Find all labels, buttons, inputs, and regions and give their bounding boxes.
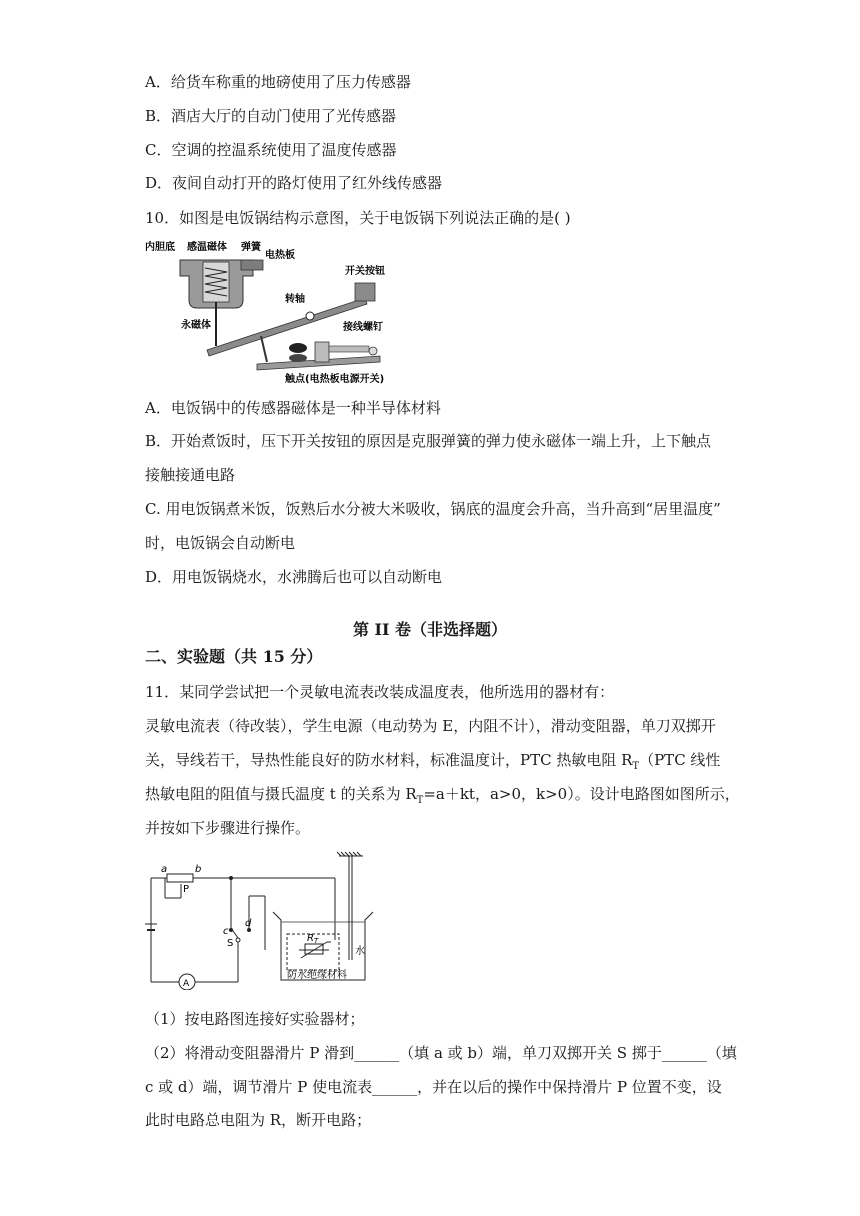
q9-option-b: B．酒店大厅的自动门使用了光传感器 xyxy=(145,107,397,125)
q11-step-1: （1）按电路图连接好实验器材； xyxy=(145,1010,365,1028)
label-terminal-screw: 接线螺钉 xyxy=(343,322,383,333)
label-d: d xyxy=(245,918,252,929)
label-rt: $R_T$ xyxy=(307,933,319,945)
q11-line-3: 关，导线若干，导热性能良好的防水材料，标准温度计，PTC 热敏电阻 $R_T(PTC$ 线性 xyxy=(145,751,721,772)
q11-line-5: 并按如下步骤进行操作。 xyxy=(145,819,311,837)
label-pivot: 转轴 xyxy=(285,294,305,305)
label-c: c xyxy=(223,926,229,937)
q10-option-b-1: B．开始煮饭时，压下开关按钮的原因是克服弹簧的弹力使永磁体一端上升，上下触点 xyxy=(145,432,712,450)
q10-option-b-2: 接触接通电路 xyxy=(145,466,236,484)
q11-line-2: 灵敏电流表（待改装），学生电源（电动势为 E，内阻不计），滑动变阻器，单刀双掷开 xyxy=(145,717,716,735)
q10-stem: 10．如图是电饭锅结构示意图，关于电饭锅下列说法正确的是( ) xyxy=(145,209,571,227)
q11-step-2-3: 此时电路总电阻为 R，断开电路； xyxy=(145,1111,372,1129)
label-s: S xyxy=(227,938,234,949)
q11-step-2-1: （2）将滑动变阻器滑片 P 滑到______（填 a 或 b）端，单刀双掷开关 S 掷于______（填 xyxy=(145,1044,737,1062)
label-material: 防水绝缘材料 xyxy=(287,970,347,981)
part2-title: 第 II 卷（非选择题） xyxy=(352,620,508,639)
q9-option-d: D．夜间自动打开的路灯使用了红外线传感器 xyxy=(145,174,443,192)
label-heating-plate: 电热板 xyxy=(265,250,295,261)
label-contact: 触点(电热板电源开关) xyxy=(285,374,385,385)
section2-title: 二、实验题（共 15 分） xyxy=(145,647,323,666)
label-switch-button: 开关按钮 xyxy=(345,266,385,277)
label-a: a xyxy=(161,864,168,875)
label-water: 水 xyxy=(355,946,365,957)
ammeter-label: A xyxy=(183,979,190,989)
label-inner-bottom: 内胆底 xyxy=(145,242,175,253)
circuit-figure xyxy=(145,850,380,990)
label-p: P xyxy=(183,884,190,895)
rice-cooker-figure xyxy=(145,238,400,386)
label-b: b xyxy=(195,864,202,875)
q10-option-c-2: 时，电饭锅会自动断电 xyxy=(145,534,296,552)
q11-step-2-2: c 或 d）端，调节滑片 P 使电流表______，并在以后的操作中保持滑片 P 位置不变，设 xyxy=(145,1078,722,1096)
label-spring: 弹簧 xyxy=(241,242,261,253)
q11-line-4: 热敏电阻的阻值与摄氏温度 t 的关系为 $R_T=a+kt$，a>0，k>0）。设计电路图如图所示， xyxy=(145,785,740,806)
q9-option-c: C．空调的控温系统使用了温度传感器 xyxy=(145,141,397,159)
q10-option-d: D．用电饭锅烧水，水沸腾后也可以自动断电 xyxy=(145,568,443,586)
q11-line-1: 11．某同学尝试把一个灵敏电流表改装成温度表，他所选用的器材有： xyxy=(145,683,615,701)
q10-option-a: A．电饭锅中的传感器磁体是一种半导体材料 xyxy=(145,399,441,417)
q10-option-c-1: C. 用电饭锅煮米饭，饭熟后水分被大米吸收，锅底的温度会升高，当升高到“居里温度” xyxy=(145,500,721,518)
label-temp-magnet: 感温磁体 xyxy=(187,242,227,253)
label-permanent-magnet: 永磁体 xyxy=(181,320,211,331)
q9-option-a: A．给货车称重的地磅使用了压力传感器 xyxy=(145,73,411,91)
